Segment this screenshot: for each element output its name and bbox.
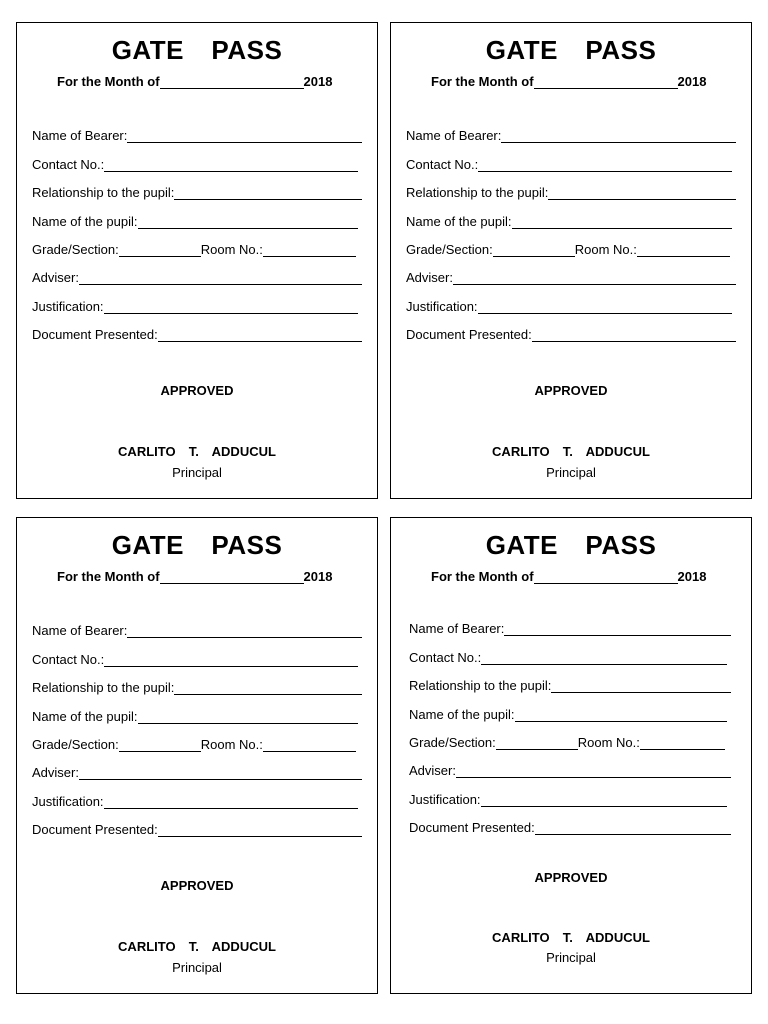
document-blank[interactable] (535, 820, 731, 835)
month-blank[interactable] (534, 74, 678, 89)
justification-blank[interactable] (104, 299, 358, 314)
pupil-blank[interactable] (138, 709, 358, 724)
justification-blank[interactable] (104, 794, 358, 809)
form-fields (406, 115, 736, 342)
month-line (57, 74, 332, 89)
relationship-blank[interactable] (174, 680, 362, 695)
document-label: Document Presented: (32, 327, 158, 343)
adviser-blank[interactable] (79, 270, 362, 285)
bearer-label: Name of Bearer: (32, 128, 128, 144)
contact-blank[interactable] (104, 157, 358, 172)
month-label: For the Month of (431, 569, 534, 584)
bearer-field (32, 610, 362, 638)
relationship-label: Relationship to the pupil: (32, 185, 175, 201)
justification-field (406, 285, 736, 313)
adviser-blank[interactable] (79, 765, 362, 780)
month-blank[interactable] (160, 569, 304, 584)
contact-label: Contact No.: (32, 156, 105, 172)
relationship-blank[interactable] (551, 678, 731, 693)
document-label: Document Presented: (409, 820, 535, 836)
pupil-field (406, 200, 736, 228)
document-blank[interactable] (158, 327, 362, 342)
document-label: Document Presented: (406, 327, 532, 343)
approved-label: APPROVED (160, 383, 234, 398)
document-blank[interactable] (158, 822, 362, 837)
justification-label: Justification: (32, 793, 104, 809)
adviser-blank[interactable] (453, 270, 736, 285)
room-label: Room No.: (200, 736, 263, 752)
contact-field (409, 636, 731, 664)
room-label: Room No.: (577, 734, 640, 750)
bearer-label: Name of Bearer: (32, 623, 128, 639)
room-label: Room No.: (574, 241, 637, 257)
contact-field (406, 143, 736, 171)
month-label: For the Month of (57, 74, 160, 89)
signer-role: Principal (172, 960, 222, 975)
relationship-label: Relationship to the pupil: (409, 678, 552, 694)
justification-label: Justification: (406, 298, 478, 314)
contact-label: Contact No.: (409, 649, 482, 665)
signer-name: CARLITO T. ADDUCUL (118, 939, 276, 954)
contact-blank[interactable] (481, 650, 727, 665)
adviser-field (32, 257, 362, 285)
approved-label: APPROVED (160, 878, 234, 893)
grade-blank[interactable] (119, 737, 201, 752)
form-fields (32, 115, 362, 342)
room-blank[interactable] (637, 242, 730, 257)
signer-role: Principal (546, 950, 596, 965)
room-blank[interactable] (640, 735, 725, 750)
room-blank[interactable] (263, 737, 356, 752)
month-line (431, 569, 706, 584)
document-label: Document Presented: (32, 822, 158, 838)
signer-name: CARLITO T. ADDUCUL (118, 444, 276, 459)
justification-field (409, 778, 731, 806)
grade-blank[interactable] (496, 735, 578, 750)
month-label: For the Month of (431, 74, 534, 89)
form-fields (32, 610, 362, 837)
pass-title: GATE PASS (485, 530, 657, 560)
bearer-label: Name of Bearer: (409, 621, 505, 637)
bearer-blank[interactable] (504, 621, 731, 636)
document-field (32, 809, 362, 837)
contact-blank[interactable] (104, 652, 358, 667)
year-label: 2018 (303, 569, 333, 584)
grade-room-field (32, 724, 362, 752)
relationship-field (32, 667, 362, 695)
signer-name: CARLITO T. ADDUCUL (492, 444, 650, 459)
month-line (57, 569, 332, 584)
pass-title: GATE PASS (111, 35, 283, 65)
relationship-blank[interactable] (548, 185, 736, 200)
grade-label: Grade/Section: (406, 241, 493, 257)
document-field (406, 314, 736, 342)
relationship-blank[interactable] (174, 185, 362, 200)
approved-label: APPROVED (534, 383, 608, 398)
adviser-blank[interactable] (456, 763, 731, 778)
signer-role: Principal (172, 465, 222, 480)
justification-blank[interactable] (478, 299, 732, 314)
pupil-label: Name of the pupil: (32, 213, 138, 229)
grade-label: Grade/Section: (32, 736, 119, 752)
bearer-field (32, 115, 362, 143)
month-label: For the Month of (57, 569, 160, 584)
pass-title: GATE PASS (485, 35, 657, 65)
grade-room-field (409, 722, 731, 750)
room-label: Room No.: (200, 241, 263, 257)
pupil-label: Name of the pupil: (32, 708, 138, 724)
adviser-label: Adviser: (406, 270, 453, 286)
justification-label: Justification: (409, 791, 481, 807)
pass-title: GATE PASS (111, 530, 283, 560)
adviser-field (32, 752, 362, 780)
contact-field (32, 143, 362, 171)
document-field (32, 314, 362, 342)
pupil-field (32, 695, 362, 723)
month-blank[interactable] (160, 74, 304, 89)
grade-room-field (32, 229, 362, 257)
adviser-field (406, 257, 736, 285)
justification-label: Justification: (32, 298, 104, 314)
gate-pass-card (390, 22, 752, 499)
adviser-label: Adviser: (32, 270, 79, 286)
relationship-label: Relationship to the pupil: (32, 680, 175, 696)
contact-label: Contact No.: (32, 651, 105, 667)
grade-room-field (406, 229, 736, 257)
relationship-field (32, 172, 362, 200)
contact-blank[interactable] (478, 157, 732, 172)
justification-blank[interactable] (481, 792, 727, 807)
pupil-label: Name of the pupil: (409, 706, 515, 722)
month-line (431, 74, 706, 89)
pupil-field (409, 693, 731, 721)
gate-pass-card (16, 22, 378, 499)
month-blank[interactable] (534, 569, 678, 584)
contact-label: Contact No.: (406, 156, 479, 172)
pupil-blank[interactable] (512, 214, 732, 229)
pupil-blank[interactable] (515, 707, 727, 722)
year-label: 2018 (677, 569, 707, 584)
signer-role: Principal (546, 465, 596, 480)
bearer-blank[interactable] (501, 128, 736, 143)
gate-pass-card (16, 517, 378, 994)
document-blank[interactable] (532, 327, 736, 342)
contact-field (32, 638, 362, 666)
bearer-label: Name of Bearer: (406, 128, 502, 144)
gate-pass-card (390, 517, 752, 994)
adviser-label: Adviser: (32, 765, 79, 781)
year-label: 2018 (303, 74, 333, 89)
relationship-field (409, 665, 731, 693)
relationship-label: Relationship to the pupil: (406, 185, 549, 201)
signer-name: CARLITO T. ADDUCUL (492, 930, 650, 945)
relationship-field (406, 172, 736, 200)
adviser-field (409, 750, 731, 778)
pupil-field (32, 200, 362, 228)
room-blank[interactable] (263, 242, 356, 257)
bearer-field (406, 115, 736, 143)
document-field (409, 807, 731, 835)
bearer-field (409, 608, 731, 636)
grade-label: Grade/Section: (409, 734, 496, 750)
adviser-label: Adviser: (409, 763, 456, 779)
grade-blank[interactable] (119, 242, 201, 257)
bearer-blank[interactable] (127, 128, 362, 143)
approved-label: APPROVED (534, 870, 608, 885)
pupil-label: Name of the pupil: (406, 213, 512, 229)
pupil-blank[interactable] (138, 214, 358, 229)
grade-blank[interactable] (493, 242, 575, 257)
justification-field (32, 285, 362, 313)
grade-label: Grade/Section: (32, 241, 119, 257)
bearer-blank[interactable] (127, 623, 362, 638)
year-label: 2018 (677, 74, 707, 89)
justification-field (32, 780, 362, 808)
form-fields (409, 608, 731, 835)
